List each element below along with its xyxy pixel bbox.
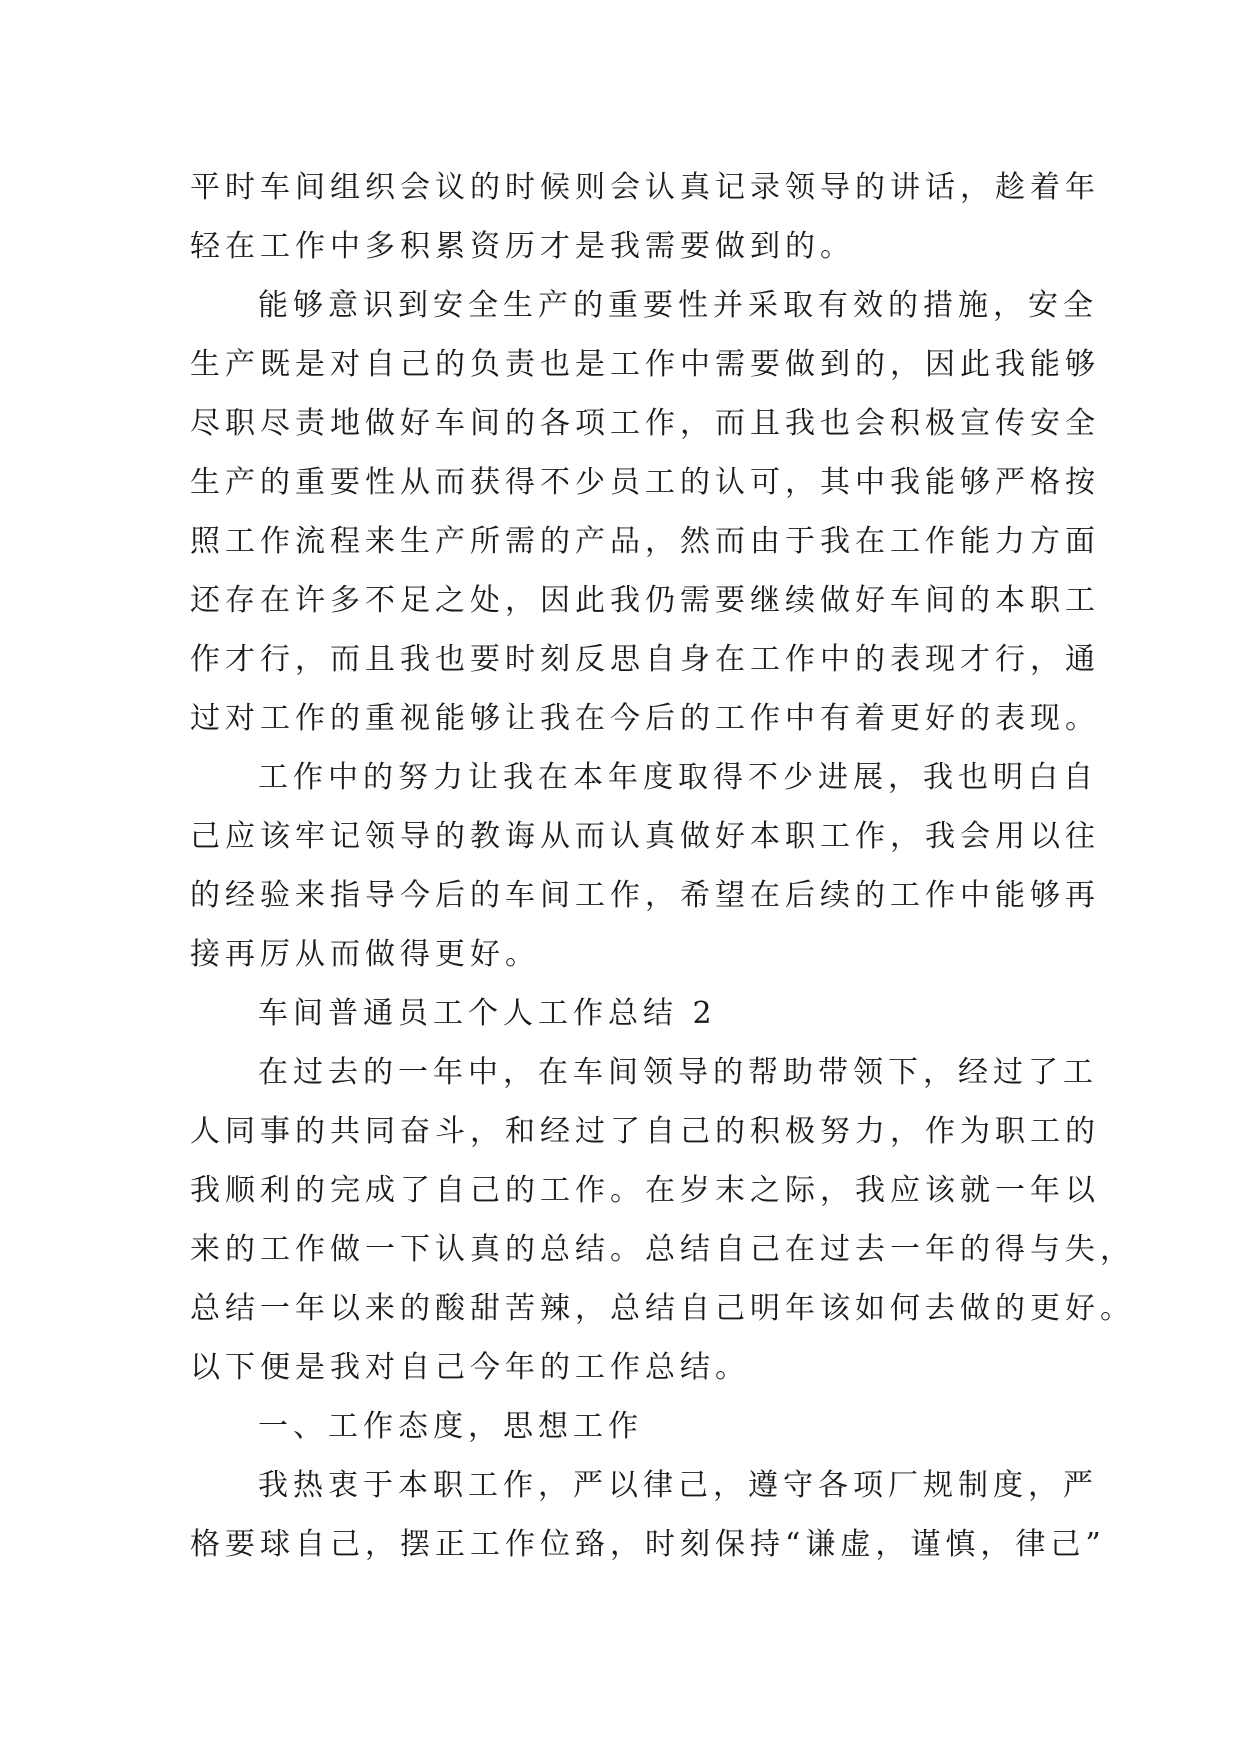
text-line: 接再厉从而做得更好。 bbox=[190, 937, 540, 972]
document-body bbox=[190, 158, 1135, 1574]
text-line: 以下便是我对自己今年的工作总结。 bbox=[190, 1350, 750, 1385]
text-line: 生产既是对自己的负责也是工作中需要做到的，因此我能够 bbox=[190, 347, 1100, 382]
text-line: 人同事的共同奋斗，和经过了自己的积极努力，作为职工的 bbox=[190, 1114, 1100, 1149]
text-line: 尽职尽责地做好车间的各项工作，而且我也会积极宣传安全 bbox=[190, 406, 1100, 441]
text-line: 作才行，而且我也要时刻反思自身在工作中的表现才行，通 bbox=[190, 642, 1100, 677]
paragraph-first-line: 能够意识到安全生产的重要性并采取有效的措施，安全 bbox=[258, 288, 1098, 323]
text-line: 总结一年以来的酸甜苦辣，总结自己明年该如何去做的更好。 bbox=[190, 1291, 1135, 1326]
text-line: 轻在工作中多积累资历才是我需要做到的。 bbox=[190, 229, 855, 264]
text-line: 来的工作做一下认真的总结。总结自己在过去一年的得与失， bbox=[190, 1232, 1135, 1267]
subsection-heading: 一、工作态度，思想工作 bbox=[258, 1409, 643, 1444]
paragraph-first-line: 工作中的努力让我在本年度取得不少进展，我也明白自 bbox=[258, 760, 1098, 795]
paragraph-first-line: 在过去的一年中，在车间领导的帮助带领下，经过了工 bbox=[258, 1055, 1098, 1090]
text-line: 生产的重要性从而获得不少员工的认可，其中我能够严格按 bbox=[190, 465, 1100, 500]
text-line: 己应该牢记领导的教诲从而认真做好本职工作，我会用以往 bbox=[190, 819, 1100, 854]
text-line: 过对工作的重视能够让我在今后的工作中有着更好的表现。 bbox=[190, 701, 1100, 736]
text-line: 我顺利的完成了自己的工作。在岁末之际，我应该就一年以 bbox=[190, 1173, 1100, 1208]
section-title: 车间普通员工个人工作总结 2 bbox=[258, 996, 717, 1031]
text-line: 还存在许多不足之处，因此我仍需要继续做好车间的本职工 bbox=[190, 583, 1100, 618]
paragraph-first-line: 我热衷于本职工作，严以律己，遵守各项厂规制度，严 bbox=[258, 1468, 1098, 1503]
text-line: 平时车间组织会议的时候则会认真记录领导的讲话，趁着年 bbox=[190, 170, 1100, 205]
text-line: 格要球自己，摆正工作位臵，时刻保持“谦虚，谨慎，律己” bbox=[190, 1527, 1106, 1562]
text-line: 照工作流程来生产所需的产品，然而由于我在工作能力方面 bbox=[190, 524, 1100, 559]
text-line: 的经验来指导今后的车间工作，希望在后续的工作中能够再 bbox=[190, 878, 1100, 913]
